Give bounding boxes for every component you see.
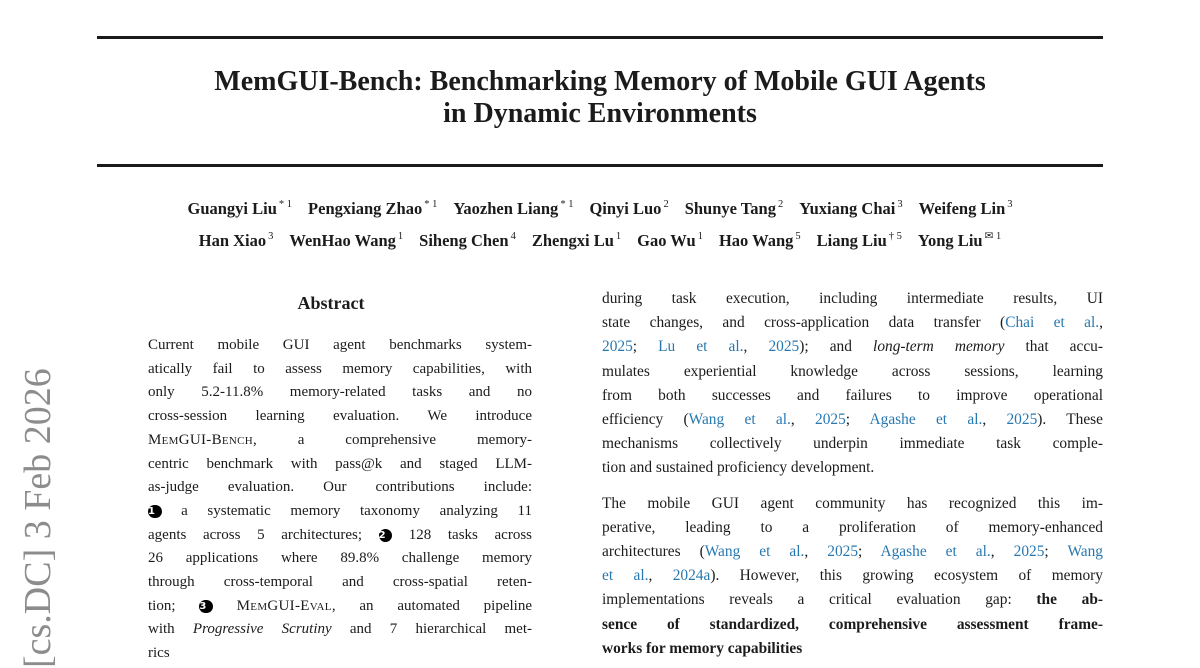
text-segment: ). However, this growing ecosystem of memory xyxy=(710,567,1103,585)
author-affiliation-sup: 1 xyxy=(397,231,404,242)
text-segment: only 5.2-11.8% memory-related tasks and no xyxy=(148,384,532,401)
text-line xyxy=(148,381,532,405)
author-affiliation-sup: * 1 xyxy=(278,199,293,210)
text-segment: MemGUI-Bench xyxy=(148,431,254,448)
text-segment: architectures ( xyxy=(602,543,705,561)
text-line xyxy=(148,453,532,477)
text-segment: agents across 5 architectures; xyxy=(148,526,379,543)
text-segment: , xyxy=(804,543,828,561)
author-name: Shunye Tang $^2$ xyxy=(684,199,784,218)
text-segment: MemGUI-Eval xyxy=(236,597,332,614)
text-segment: , xyxy=(648,567,673,585)
text-line xyxy=(602,456,1103,480)
author-affiliation-sup: 4 xyxy=(510,231,516,242)
author-affiliation-sup: † 5 xyxy=(888,231,902,242)
text-segment: mechanisms collectively underpin immediate task comple- xyxy=(602,435,1103,453)
text-segment: 128 tasks across xyxy=(392,526,532,543)
text-line xyxy=(602,360,1103,384)
contribution-number-badge: 1 xyxy=(148,505,162,519)
intro-paragraph xyxy=(602,287,1103,481)
paper-title-line1: MemGUI-Bench: Benchmarking Memory of Mobile GUI Agents xyxy=(214,66,986,97)
citation-link[interactable]: Wang et al. xyxy=(704,543,805,561)
text-line xyxy=(148,500,532,524)
citation-link[interactable]: 2024a xyxy=(672,567,711,585)
text-segment xyxy=(213,598,237,614)
text-segment: through cross-temporal and cross-spatial reten- xyxy=(148,574,532,591)
text-segment: Current mobile GUI agent benchmarks system- xyxy=(148,337,532,353)
author-affiliation-sup: ✉ 1 xyxy=(984,231,1002,242)
text-segment: during task execution, including intermediate results, UI xyxy=(602,290,1103,307)
citation-link[interactable]: et al. xyxy=(602,567,649,585)
citation-link[interactable]: 2025 xyxy=(1013,543,1045,561)
text-line xyxy=(148,618,532,642)
author-name: Yaozhen Liang $^{* 1}$ xyxy=(453,199,574,218)
citation-link[interactable]: Wang et al. xyxy=(688,411,791,429)
text-line xyxy=(148,595,532,619)
paper-title-line2: in Dynamic Environments xyxy=(443,98,757,129)
text-line xyxy=(148,642,532,666)
author-name: Yuxiang Chai $^3$ xyxy=(799,199,903,218)
author-name: WenHao Wang $^1$ xyxy=(289,231,404,250)
text-line xyxy=(602,492,1103,516)
text-segment: ; xyxy=(845,411,870,429)
text-segment: the ab- xyxy=(1036,591,1104,609)
text-line xyxy=(602,432,1103,456)
author-line-2 xyxy=(40,226,1160,259)
citation-link[interactable]: Agashe et al. xyxy=(869,411,983,429)
author-affiliation-sup: * 1 xyxy=(560,199,574,210)
text-line xyxy=(148,405,532,429)
author-name: Zhengxi Lu $^1$ xyxy=(531,231,622,250)
author-affiliation-sup: 3 xyxy=(268,231,274,242)
author-name: Guangyi Liu $^{* 1}$ xyxy=(187,199,293,218)
author-affiliation-sup: 1 xyxy=(697,231,703,242)
author-affiliation-sup: 5 xyxy=(795,231,801,242)
paper-title xyxy=(0,66,1200,130)
text-segment: cross-session learning evaluation. We introduce xyxy=(148,408,532,425)
author-name: Liang Liu $^{\dagger 5}$ xyxy=(816,231,902,250)
author-name: Yong Liu $^{✉ 1}$ xyxy=(917,231,1002,250)
author-affiliation-sup: 2 xyxy=(777,199,784,210)
text-line xyxy=(602,287,1103,311)
title-rule-bottom xyxy=(97,164,1103,167)
citation-link[interactable]: 2025 xyxy=(1006,411,1038,429)
author-name: Weifeng Lin $^3$ xyxy=(918,199,1013,218)
text-segment: , an automated pipeline xyxy=(331,597,532,614)
text-segment: state changes, and cross-application data transfer ( xyxy=(602,314,1006,332)
citation-link[interactable]: 2025 xyxy=(602,338,633,356)
author-affiliation-sup: 2 xyxy=(663,199,669,210)
text-segment: atically fail to assess memory capabilities, with xyxy=(148,360,532,377)
text-line xyxy=(148,571,532,595)
citation-link[interactable]: 2025 xyxy=(827,543,859,561)
text-line xyxy=(602,384,1103,408)
text-line xyxy=(602,408,1103,432)
abstract-text xyxy=(148,334,532,666)
arxiv-watermark: [cs.DC] 3 Feb 2026 xyxy=(17,368,59,668)
text-segment: rics xyxy=(148,645,170,662)
text-line xyxy=(602,637,1103,661)
text-segment: , xyxy=(982,411,1007,429)
text-segment: a systematic memory taxonomy analyzing 11 xyxy=(161,502,532,519)
author-affiliation-sup: 3 xyxy=(1007,199,1013,210)
author-name: Han Xiao $^3$ xyxy=(198,231,274,250)
text-segment: Progressive Scrutiny xyxy=(192,621,332,638)
text-line xyxy=(602,564,1103,588)
intro-text-column xyxy=(602,287,1103,661)
text-segment: ; xyxy=(858,543,881,561)
text-line xyxy=(148,429,532,453)
text-segment: 26 applications where 89.8% challenge memory xyxy=(148,550,532,567)
text-segment: as-judge evaluation. Our contributions include: xyxy=(148,479,532,496)
contribution-number-badge: 2 xyxy=(379,529,393,543)
text-segment: tion and sustained proficiency development. xyxy=(602,459,875,477)
text-segment: , xyxy=(990,543,1014,561)
contribution-number-badge: 3 xyxy=(199,600,213,614)
text-segment: long-term memory xyxy=(873,338,1005,356)
text-segment: ; xyxy=(1044,543,1068,561)
text-segment: perative, leading to a proliferation of memory-enhanced xyxy=(602,518,1103,536)
author-affiliation-sup: 1 xyxy=(615,231,622,242)
text-line xyxy=(602,516,1103,540)
text-segment: with xyxy=(148,621,193,638)
text-segment: , xyxy=(790,411,815,429)
text-line xyxy=(602,613,1103,637)
text-segment: ). These xyxy=(1037,411,1104,429)
text-segment: efficiency ( xyxy=(602,411,689,429)
author-name: Qinyi Luo $^2$ xyxy=(589,199,669,218)
text-line xyxy=(148,476,532,500)
intro-paragraph xyxy=(602,492,1103,661)
text-segment: implementations reveals a critical evaluation gap: xyxy=(602,591,1037,609)
author-name: Siheng Chen $^4$ xyxy=(419,231,516,250)
text-line xyxy=(602,311,1103,335)
citation-link[interactable]: Wang xyxy=(1067,543,1103,561)
text-segment: mulates experiential knowledge across sessions, learning xyxy=(602,362,1103,380)
author-affiliation-sup: * 1 xyxy=(424,199,438,210)
citation-link[interactable]: 2025 xyxy=(768,338,800,356)
text-segment: The mobile GUI agent community has recognized this im- xyxy=(602,494,1103,512)
text-segment: , a comprehensive memory- xyxy=(253,431,532,448)
text-segment: sence of standardized, comprehensive assessment frame- xyxy=(602,615,1103,633)
text-segment: centric benchmark with pass@k and staged LLM- xyxy=(148,455,532,472)
title-rule-top xyxy=(97,36,1103,39)
author-affiliation-sup: 3 xyxy=(897,199,903,210)
citation-link[interactable]: Lu et al. xyxy=(658,338,744,356)
text-segment: ; xyxy=(632,338,659,356)
text-segment: , xyxy=(743,338,769,356)
author-name: Gao Wu $^1$ xyxy=(637,231,703,250)
text-line xyxy=(602,335,1103,359)
text-segment: that accu- xyxy=(1004,338,1103,356)
text-segment: , xyxy=(1099,314,1103,332)
text-segment: tion; xyxy=(148,597,200,614)
citation-link[interactable]: Agashe et al. xyxy=(880,543,991,561)
abstract-heading: Abstract xyxy=(297,293,365,313)
text-segment: and 7 hierarchical met- xyxy=(331,621,533,638)
author-name: Hao Wang $^5$ xyxy=(718,231,801,250)
text-line xyxy=(148,524,532,548)
citation-link[interactable]: Chai et al. xyxy=(1005,314,1100,332)
author-line-1 xyxy=(40,194,1160,227)
text-segment: works for memory capabilities xyxy=(602,639,803,657)
text-segment: from both successes and failures to improve operational xyxy=(602,386,1103,404)
text-line xyxy=(148,334,532,358)
text-line xyxy=(602,588,1103,612)
text-segment: ); and xyxy=(799,338,874,356)
text-line xyxy=(148,547,532,571)
text-line xyxy=(148,358,532,382)
author-name: Pengxiang Zhao $^{* 1}$ xyxy=(308,199,438,218)
citation-link[interactable]: 2025 xyxy=(815,411,846,429)
text-line xyxy=(602,540,1103,564)
